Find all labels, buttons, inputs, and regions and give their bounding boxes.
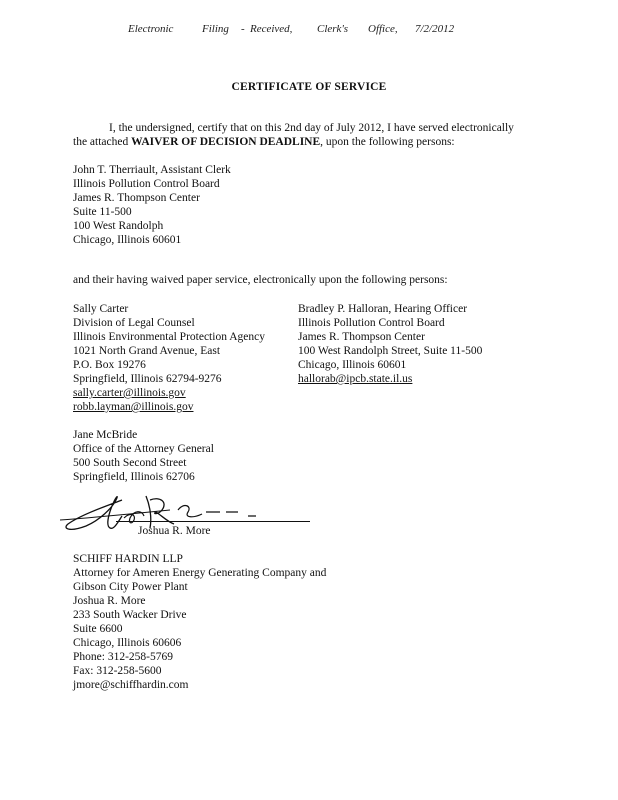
document-name: WAIVER OF DECISION DEADLINE <box>131 136 321 148</box>
address-line: Illinois Pollution Control Board <box>73 178 220 190</box>
filing-stamp-filing: Filing <box>202 23 229 35</box>
filing-stamp-office: Office, <box>368 23 398 35</box>
intro-line-1: I, the undersigned, certify that on this 2nd day of July 2012, I have served electronically <box>109 122 514 134</box>
address-line: Jane McBride <box>73 429 138 441</box>
address-line: 500 South Second Street <box>73 457 187 469</box>
address-line: Sally Carter <box>73 303 129 315</box>
address-line: James R. Thompson Center <box>73 192 200 204</box>
address-line: 100 West Randolph <box>73 220 164 232</box>
address-line: Office of the Attorney General <box>73 443 214 455</box>
recipient-iepa <box>73 302 265 414</box>
firm-line: Gibson City Power Plant <box>73 581 188 593</box>
address-line: Springfield, Illinois 62706 <box>73 471 195 483</box>
email-link[interactable]: sally.carter@illinois.gov <box>73 387 186 399</box>
email-link[interactable]: robb.layman@illinois.gov <box>73 401 194 413</box>
email-link[interactable]: hallorab@ipcb.state.il.us <box>298 373 413 385</box>
address-line: P.O. Box 19276 <box>73 359 146 371</box>
address-line: Bradley P. Halloran, Hearing Officer <box>298 303 468 315</box>
filing-stamp-clerks: Clerk's <box>317 23 349 35</box>
firm-line: Phone: 312-258-5769 <box>73 651 173 663</box>
firm-line: Attorney for Ameren Energy Generating Company and <box>73 567 327 579</box>
recipient-attorney-general <box>73 428 214 484</box>
filing-stamp-dash: - <box>241 23 245 35</box>
document-title: CERTIFICATE OF SERVICE <box>231 81 387 93</box>
intro-post: , upon the following persons: <box>320 136 455 148</box>
address-line: John T. Therriault, Assistant Clerk <box>73 164 231 176</box>
address-line: Division of Legal Counsel <box>73 317 195 329</box>
address-line: 1021 North Grand Avenue, East <box>73 345 221 357</box>
intro-paragraph <box>73 121 553 149</box>
firm-line: Suite 6600 <box>73 623 123 635</box>
filing-stamp-received: Received, <box>250 23 293 35</box>
filing-stamp-date: 7/2/2012 <box>415 23 455 35</box>
intro-pre: the attached <box>73 136 132 148</box>
recipient-hearing-officer <box>298 302 482 386</box>
address-line: Springfield, Illinois 62794-9276 <box>73 373 222 385</box>
address-line: Chicago, Illinois 60601 <box>73 234 182 246</box>
firm-line: Fax: 312-258-5600 <box>73 665 162 677</box>
signer-name: Joshua R. More <box>138 525 211 537</box>
firm-line: Joshua R. More <box>73 595 146 607</box>
firm-line: Chicago, Illinois 60606 <box>73 637 182 649</box>
signature-line <box>116 521 310 522</box>
address-line: Illinois Environmental Protection Agency <box>73 331 265 343</box>
address-line: Illinois Pollution Control Board <box>298 317 445 329</box>
firm-signature-block <box>73 552 326 692</box>
address-line: Chicago, Illinois 60601 <box>298 359 407 371</box>
waived-service-text: and their having waived paper service, electronically upon the following persons: <box>73 274 448 286</box>
firm-line: 233 South Wacker Drive <box>73 609 187 621</box>
firm-email[interactable]: jmore@schiffhardin.com <box>73 679 189 691</box>
address-line: Suite 11-500 <box>73 206 132 218</box>
address-line: 100 West Randolph Street, Suite 11-500 <box>298 345 483 357</box>
filing-stamp-electronic: Electronic <box>128 23 174 35</box>
firm-line: SCHIFF HARDIN LLP <box>73 553 183 565</box>
intro-line-2 <box>73 135 553 149</box>
address-line: James R. Thompson Center <box>298 331 425 343</box>
recipient-clerk <box>73 163 231 247</box>
